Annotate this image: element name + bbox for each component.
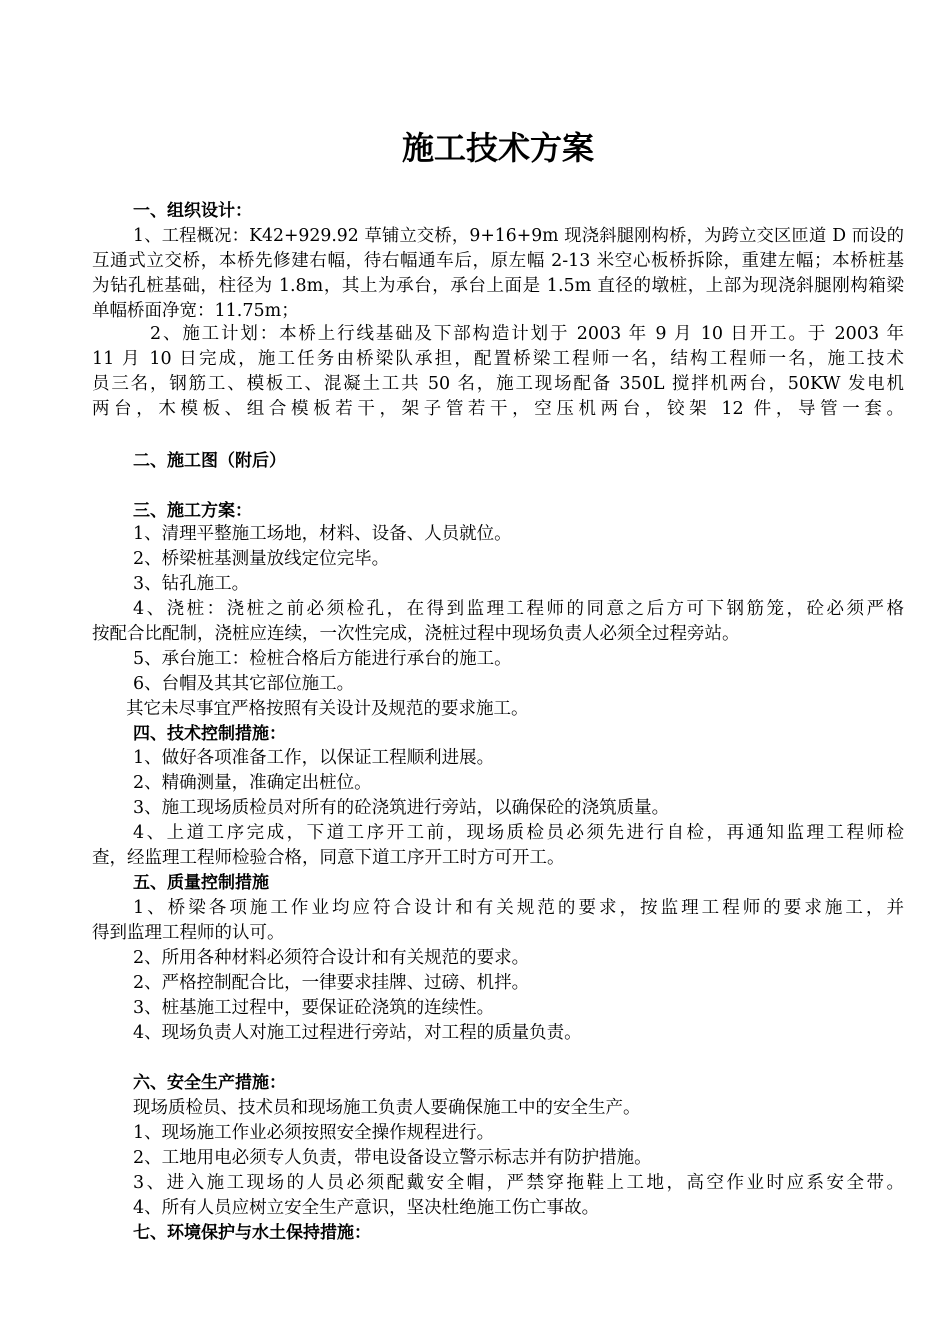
paragraph-line: 2、严格控制配合比，一律要求挂牌、过磅、机拌。 xyxy=(133,973,530,993)
paragraph-line: 6、台帽及其其它部位施工。 xyxy=(133,674,355,694)
paragraph-line: 得到监理工程师的认可。 xyxy=(92,923,285,943)
paragraph-line: 11 月 10 日完成，施工任务由桥梁队承担，配置桥梁工程师一名，结构工程师一名，施工技术 xyxy=(92,349,904,369)
paragraph-line: 查，经监理工程师检验合格，同意下道工序开工时方可开工。 xyxy=(92,848,565,868)
paragraph-line: 2、施工计划：本桥上行线基础及下部构造计划于 2003 年 9 月 10 日开工。于 2003 年 xyxy=(150,324,904,344)
section-heading-6: 六、安全生产措施： xyxy=(133,1073,286,1093)
paragraph-line: 2、所用各种材料必须符合设计和有关规范的要求。 xyxy=(133,948,530,968)
paragraph-line: 3、施工现场质检员对所有的砼浇筑进行旁站，以确保砼的浇筑质量。 xyxy=(133,798,670,818)
paragraph-line: 3、进入施工现场的人员必须配戴安全帽，严禁穿拖鞋上工地，高空作业时应系安全带。 xyxy=(133,1173,904,1193)
paragraph-line: 两台，木模板、组合模板若干，架子管若干，空压机两台，铰架 12 件，导管一套。 xyxy=(92,399,904,419)
paragraph-line: 1、做好各项准备工作，以保证工程顺利进展。 xyxy=(133,748,495,768)
paragraph-line: 2、桥梁桩基测量放线定位完毕。 xyxy=(133,549,390,569)
paragraph-line: 4、所有人员应树立安全生产意识，坚决杜绝施工伤亡事故。 xyxy=(133,1198,600,1218)
paragraph-line: 2、精确测量，准确定出桩位。 xyxy=(133,773,372,793)
paragraph-line: 4、现场负责人对施工过程进行旁站，对工程的质量负责。 xyxy=(133,1023,582,1043)
paragraph-line: 单幅桥面净宽：11.75m； xyxy=(92,301,299,321)
section-heading-1: 一、组织设计： xyxy=(133,201,252,221)
paragraph-line: 其它未尽事宜严格按照有关设计及规范的要求施工。 xyxy=(126,699,529,719)
paragraph-line: 3、桩基施工过程中，要保证砼浇筑的连续性。 xyxy=(133,998,495,1018)
paragraph-line: 1、工程概况：K42+929.92 草铺立交桥，9+16+9m 现浇斜腿刚构桥，为跨立交区匝道 D 而设的 xyxy=(133,226,904,246)
section-heading-7: 七、环境保护与水土保持措施： xyxy=(133,1223,371,1243)
paragraph-line: 4、浇桩：浇桩之前必须检孔，在得到监理工程师的同意之后方可下钢筋笼，砼必须严格 xyxy=(133,599,904,619)
section-heading-2: 二、施工图（附后） xyxy=(133,451,286,471)
section-heading-3: 三、施工方案： xyxy=(133,501,252,521)
paragraph-line: 员三名，钢筋工、模板工、混凝土工共 50 名，施工现场配备 350L 搅拌机两台，50KW 发电机 xyxy=(92,374,904,394)
paragraph-line: 2、工地用电必须专人负责，带电设备设立警示标志并有防护措施。 xyxy=(133,1148,652,1168)
paragraph-line: 按配合比配制，浇桩应连续，一次性完成，浇桩过程中现场负责人必须全过程旁站。 xyxy=(92,624,740,644)
page-title: 施工技术方案 xyxy=(401,129,594,167)
paragraph-line: 为钻孔桩基础，柱径为 1.8m，其上为承台，承台上面是 1.5m 直径的墩桩，上部为现浇斜腿刚构箱梁 xyxy=(92,276,904,296)
paragraph-line: 1、现场施工作业必须按照安全操作规程进行。 xyxy=(133,1123,495,1143)
paragraph-line: 互通式立交桥，本桥先修建右幅，待右幅通车后，原左幅 2-13 米空心板桥拆除，重建左幅；本桥桩基 xyxy=(92,251,904,271)
paragraph-line: 1、清理平整施工场地，材料、设备、人员就位。 xyxy=(133,524,512,544)
section-heading-5: 五、质量控制措施 xyxy=(133,873,269,893)
paragraph-line: 4、上道工序完成，下道工序开工前，现场质检员必须先进行自检，再通知监理工程师检 xyxy=(133,823,904,843)
paragraph-line: 现场质检员、技术员和现场施工负责人要确保施工中的安全生产。 xyxy=(133,1098,641,1118)
paragraph-line: 5、承台施工：检桩合格后方能进行承台的施工。 xyxy=(133,649,512,669)
section-heading-4: 四、技术控制措施： xyxy=(133,724,286,744)
paragraph-line: 3、钻孔施工。 xyxy=(133,574,250,594)
paragraph-line: 1、桥梁各项施工作业均应符合设计和有关规范的要求，按监理工程师的要求施工，并 xyxy=(133,898,904,918)
